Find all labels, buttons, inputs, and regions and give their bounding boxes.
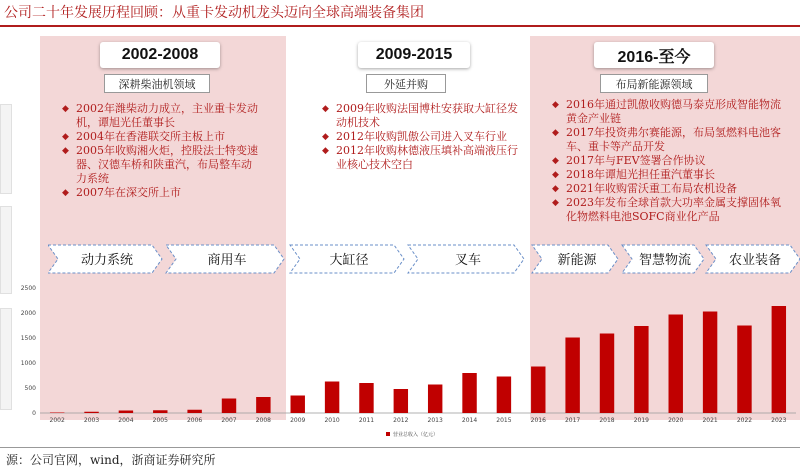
business-tag-label: 叉车 [454, 253, 482, 268]
era-tag-2: 外延并购 [366, 74, 446, 93]
x-tick-label: 2021 [702, 417, 718, 424]
source-rule [0, 447, 800, 448]
x-tick-label: 2010 [324, 417, 340, 424]
x-tick-label: 2009 [290, 417, 306, 424]
revenue-bar [497, 377, 511, 414]
event-item: ◆ 2021年收购雷沃重工布局农机设备 [552, 182, 784, 196]
title-rule [0, 25, 800, 27]
legend-swatch [386, 432, 390, 436]
revenue-bar [394, 389, 408, 413]
era-tag-3: 布局新能源领域 [600, 74, 708, 93]
revenue-bar [772, 306, 786, 413]
x-tick-label: 2019 [633, 417, 650, 424]
business-tag-label: 新能源 [557, 253, 597, 268]
revenue-bar [669, 315, 683, 414]
y-tick-label: 1500 [20, 335, 36, 342]
event-item: ◆ 2023年发布全球首款大功率金属支撑固体氧化物燃料电池SOFC商业化产品 [552, 196, 784, 224]
era-tag-1: 深耕柴油机领域 [104, 74, 210, 93]
revenue-bar [359, 383, 373, 413]
era-badge-2016-now: 2016-至今 [594, 42, 714, 68]
event-item: ◆ 2016年通过凯傲收购德马泰克形成智能物流黄金产业链 [552, 98, 784, 126]
source-note: 源：公司官网，wind，浙商证券研究所 [6, 453, 216, 467]
x-tick-label: 2011 [358, 417, 375, 424]
x-tick-label: 2004 [118, 417, 134, 424]
revenue-bar [50, 413, 64, 414]
business-tag-label: 农业装备 [728, 253, 782, 268]
event-item: ◆ 2009年收购法国博杜安获取大缸径发动机技术 [322, 102, 518, 130]
revenue-bar [153, 410, 167, 413]
revenue-bar [84, 412, 98, 413]
era-3-events [552, 98, 784, 224]
y-tick-label: 1000 [20, 360, 36, 367]
x-tick-label: 2006 [186, 417, 203, 424]
y-tick-label: 0 [32, 410, 36, 417]
y-tick-label: 2500 [20, 285, 36, 292]
event-item: ◆ 2004年在香港联交所主板上市 [62, 130, 258, 144]
x-tick-label: 2007 [221, 417, 237, 424]
y-tick-label: 2000 [20, 310, 36, 317]
era-badge-2002-2008: 2002-2008 [100, 42, 220, 68]
revenue-bar [531, 367, 545, 414]
revenue-bar [634, 326, 648, 413]
revenue-bar [291, 396, 305, 414]
era-badge-2009-2015: 2009-2015 [358, 42, 470, 68]
revenue-bar [256, 397, 270, 413]
x-tick-label: 2018 [599, 417, 615, 424]
era-1-events [62, 102, 258, 200]
revenue-bar [565, 338, 579, 414]
x-tick-label: 2014 [461, 417, 478, 424]
x-tick-label: 2022 [736, 417, 753, 424]
business-tag-label: 智慧物流 [638, 253, 692, 268]
x-tick-label: 2023 [771, 417, 787, 424]
x-tick-label: 2015 [496, 417, 512, 424]
event-item: ◆ 2017年与FEV签署合作协议 [552, 154, 784, 168]
x-tick-label: 2013 [427, 417, 443, 424]
business-tag-label: 动力系统 [80, 253, 134, 268]
revenue-bar [325, 382, 339, 414]
revenue-bar [737, 326, 751, 414]
business-tags-bar [48, 244, 800, 274]
business-tag-label: 大缸径 [329, 253, 369, 268]
event-item: ◆ 2007年在深交所上市 [62, 186, 258, 200]
event-item: ◆ 2005年收购湘火炬，控股法士特变速器、汉德车桥和陕重汽，布局整车动力系统 [62, 144, 258, 186]
revenue-bar [703, 312, 717, 414]
page-title: 公司二十年发展历程回顾：从重卡发动机龙头迈向全球高端装备集团 [4, 5, 424, 21]
revenue-bar [187, 410, 201, 413]
era-2-events [322, 102, 518, 172]
x-tick-label: 2012 [393, 417, 409, 424]
event-item: ◆ 2017年投资弗尔赛能源，布局氢燃料电池客车、重卡等产品开发 [552, 126, 784, 154]
x-tick-label: 2008 [255, 417, 272, 424]
y-tick-label: 500 [24, 385, 36, 392]
event-item: ◆ 2002年潍柴动力成立，主业重卡发动机，谭旭光任董事长 [62, 102, 258, 130]
business-tag-label: 商用车 [207, 253, 247, 268]
revenue-bar [428, 385, 442, 414]
revenue-bar [462, 373, 476, 413]
event-item: ◆ 2012年收购凯傲公司进入叉车行业 [322, 130, 518, 144]
revenue-bar-chart [0, 278, 800, 446]
revenue-bar [222, 399, 236, 414]
event-item: ◆ 2012年收购林德液压填补高端液压行业核心技术空白 [322, 144, 518, 172]
x-tick-label: 2020 [668, 417, 684, 424]
legend-label: 营业总收入（亿元） [393, 432, 439, 438]
x-tick-label: 2003 [83, 417, 100, 424]
x-tick-label: 2017 [564, 417, 581, 424]
event-item: ◆ 2018年谭旭光担任重汽董事长 [552, 168, 784, 182]
revenue-bar [119, 411, 133, 414]
x-tick-label: 2016 [530, 417, 546, 424]
revenue-bar [600, 334, 614, 414]
x-tick-label: 2002 [49, 417, 65, 424]
x-tick-label: 2005 [152, 417, 168, 424]
side-tab-1 [0, 104, 12, 194]
